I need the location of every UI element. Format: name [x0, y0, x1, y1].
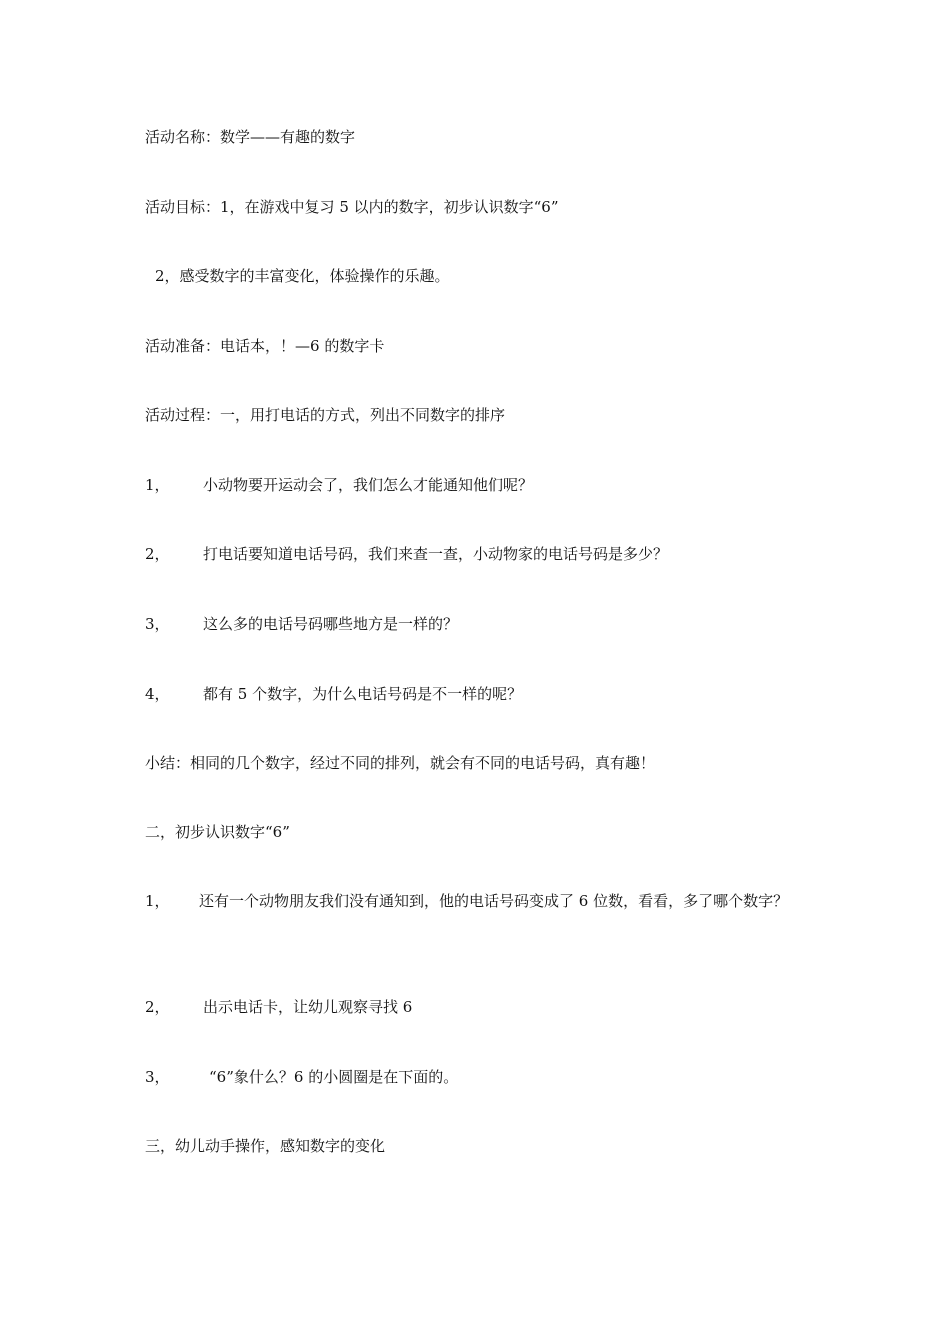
summary: 小结：相同的几个数字，经过不同的排列，就会有不同的电话号码，真有趣！ — [145, 754, 656, 772]
list-item-text: 这么多的电话号码哪些地方是一样的？ — [203, 615, 459, 633]
list-item-number: 1， — [145, 476, 170, 494]
list-item — [145, 614, 458, 634]
activity-process: 活动过程：一，用打电话的方式，列出不同数字的排序 — [145, 406, 506, 424]
activity-prep: 活动准备：电话本，！—6 的数字卡 — [145, 337, 385, 355]
list-item-text: “6”象什么？6 的小圆圈是在下面的。 — [209, 1068, 459, 1086]
list-item-text: 还有一个动物朋友我们没有通知到，他的电话号码变成了 6 位数，看看，多了哪个数字？ — [199, 892, 789, 910]
list-item-number: 3， — [145, 1068, 170, 1086]
list-item-text: 都有 5 个数字，为什么电话号码是不一样的呢？ — [203, 685, 523, 703]
section-heading-2: 二，初步认识数字“6” — [145, 823, 290, 841]
activity-name: 活动名称：数学——有趣的数字 — [145, 128, 356, 146]
list-item — [145, 684, 522, 704]
list-item-text: 出示电话卡，让幼儿观察寻找 6 — [203, 998, 413, 1016]
activity-goal-2: 2，感受数字的丰富变化，体验操作的乐趣。 — [155, 267, 450, 285]
list-item-number: 2， — [145, 545, 170, 563]
list-item — [145, 1067, 458, 1087]
list-item-number: 4， — [145, 685, 170, 703]
section-heading-3: 三，幼儿动手操作，感知数字的变化 — [145, 1137, 386, 1155]
list-item-text: 小动物要开运动会了，我们怎么才能通知他们呢？ — [203, 476, 534, 494]
list-item-number: 3， — [145, 615, 170, 633]
list-item-number: 1， — [145, 892, 170, 910]
list-item-text: 打电话要知道电话号码，我们来查一查，小动物家的电话号码是多少？ — [203, 545, 669, 563]
list-item — [145, 997, 412, 1017]
list-item — [145, 544, 668, 564]
activity-goal-1: 活动目标：1，在游戏中复习 5 以内的数字，初步认识数字“6” — [145, 198, 559, 216]
list-item — [145, 884, 817, 918]
list-item-number: 2， — [145, 998, 170, 1016]
list-item — [145, 475, 533, 495]
